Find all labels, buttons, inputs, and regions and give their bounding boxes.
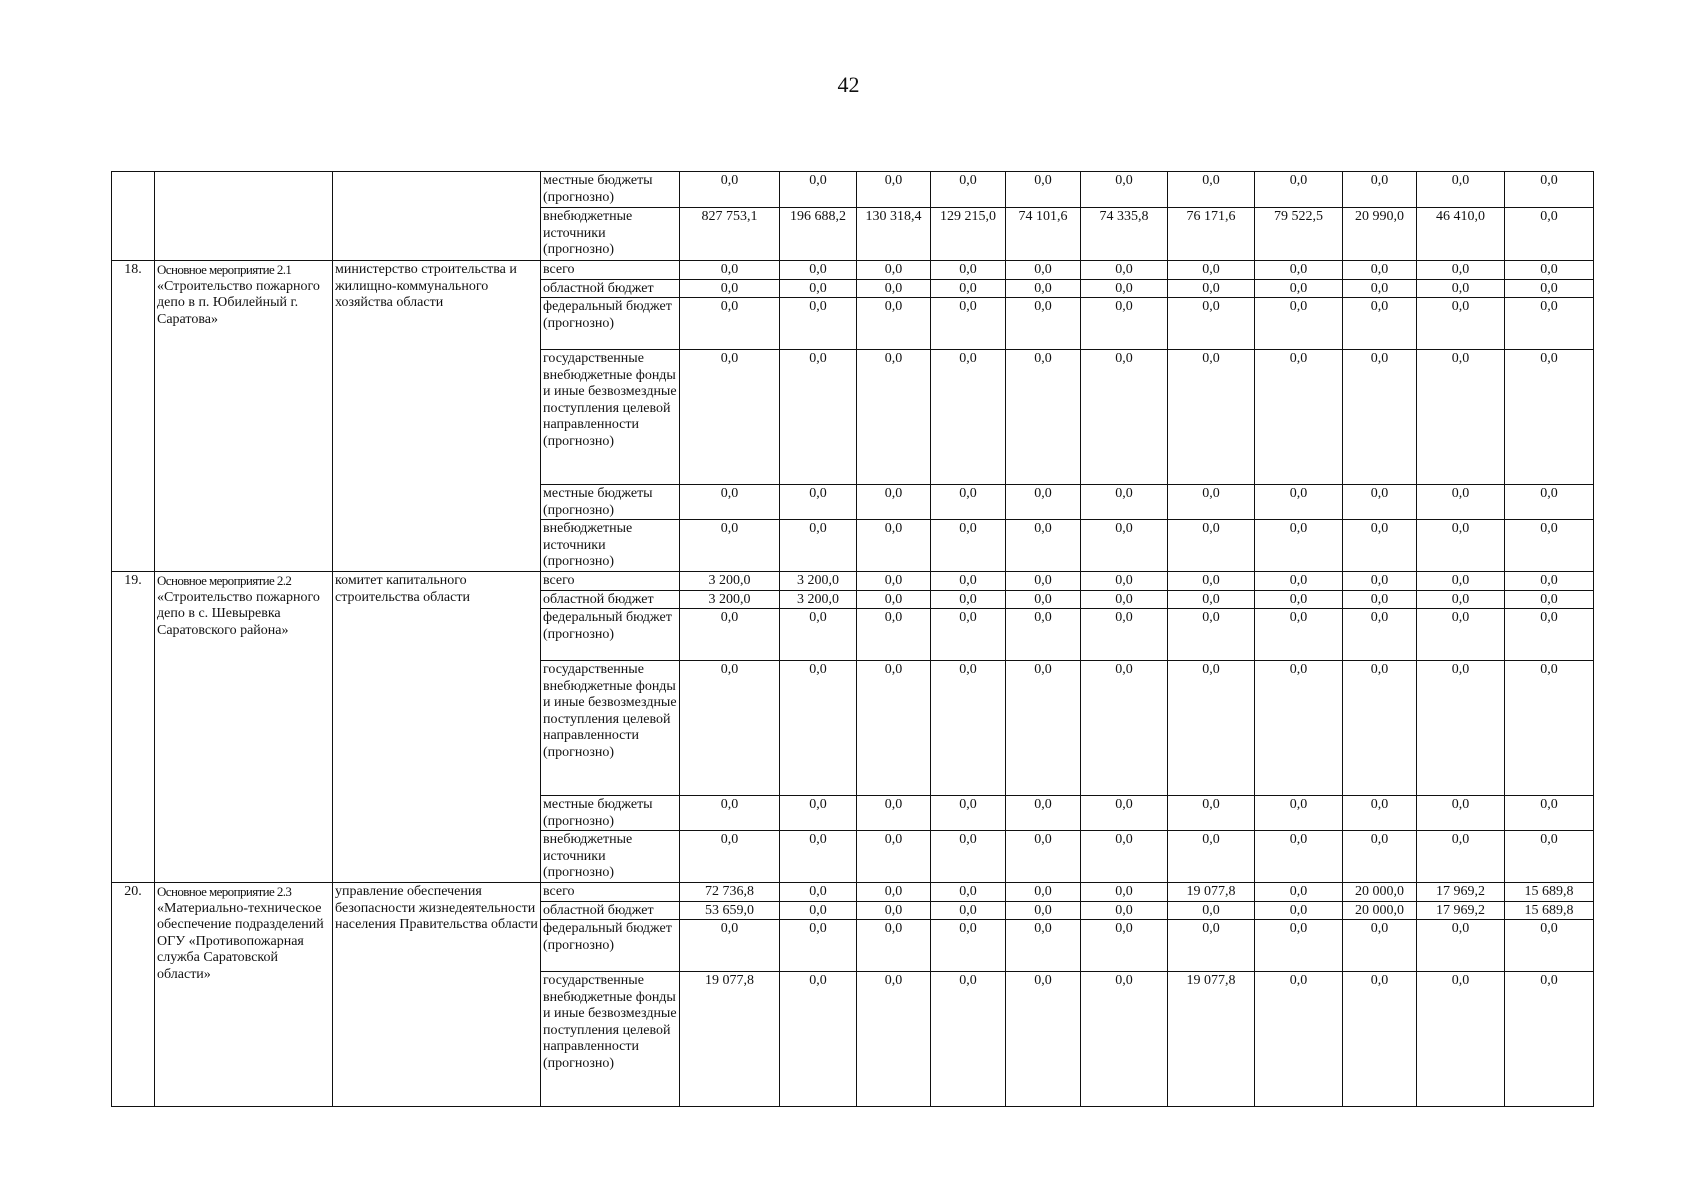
value-cell: 0,0 (1081, 172, 1168, 208)
value-cell: 0,0 (857, 572, 931, 591)
value-cell: 0,0 (857, 350, 931, 485)
value-cell: 0,0 (1505, 831, 1594, 883)
value-cell: 3 200,0 (680, 572, 780, 591)
value-cell: 0,0 (1417, 350, 1505, 485)
value-cell: 0,0 (1255, 661, 1343, 796)
value-cell: 0,0 (1006, 901, 1081, 920)
value-cell: 0,0 (1417, 609, 1505, 661)
funding-source-cell: всего (541, 572, 680, 591)
value-cell: 19 077,8 (1168, 972, 1255, 1107)
value-cell: 0,0 (857, 261, 931, 280)
value-cell: 0,0 (1168, 609, 1255, 661)
value-cell: 0,0 (1081, 661, 1168, 796)
value-cell: 0,0 (1255, 172, 1343, 208)
value-cell: 0,0 (780, 520, 857, 572)
value-cell: 827 753,1 (680, 208, 780, 261)
value-cell: 0,0 (1505, 920, 1594, 972)
funding-source-cell: государственные внебюджетные фонды и иные безвозмездные поступления целевой направленности (прогнозно) (541, 350, 680, 485)
funding-source-cell: местные бюджеты (прогнозно) (541, 485, 680, 520)
value-cell: 0,0 (1343, 572, 1417, 591)
value-cell: 0,0 (857, 279, 931, 298)
value-cell: 0,0 (680, 831, 780, 883)
activity-title-text: «Строительство пожарного депо в с. Шевыревка Саратовского района» (157, 589, 320, 638)
value-cell: 0,0 (1505, 609, 1594, 661)
value-cell: 0,0 (1343, 796, 1417, 831)
value-cell: 0,0 (1505, 279, 1594, 298)
value-cell: 0,0 (1255, 590, 1343, 609)
value-cell: 0,0 (1081, 350, 1168, 485)
value-cell: 0,0 (1255, 831, 1343, 883)
value-cell: 0,0 (1168, 796, 1255, 831)
value-cell: 0,0 (857, 920, 931, 972)
value-cell: 0,0 (1168, 901, 1255, 920)
value-cell: 0,0 (1168, 572, 1255, 591)
value-cell: 0,0 (1006, 831, 1081, 883)
value-cell: 0,0 (780, 298, 857, 350)
value-cell: 0,0 (1081, 883, 1168, 902)
value-cell: 0,0 (1255, 901, 1343, 920)
value-cell: 0,0 (680, 261, 780, 280)
value-cell: 0,0 (1343, 590, 1417, 609)
value-cell: 79 522,5 (1255, 208, 1343, 261)
value-cell: 0,0 (1168, 261, 1255, 280)
funding-source-cell: областной бюджет (541, 279, 680, 298)
value-cell: 0,0 (1505, 572, 1594, 591)
value-cell: 0,0 (931, 831, 1006, 883)
value-cell: 0,0 (931, 590, 1006, 609)
value-cell: 0,0 (1417, 972, 1505, 1107)
value-cell: 0,0 (680, 520, 780, 572)
value-cell: 129 215,0 (931, 208, 1006, 261)
value-cell: 0,0 (1081, 831, 1168, 883)
value-cell: 0,0 (1255, 485, 1343, 520)
value-cell: 0,0 (1343, 831, 1417, 883)
value-cell: 0,0 (1255, 279, 1343, 298)
value-cell: 0,0 (1081, 609, 1168, 661)
value-cell: 0,0 (1505, 350, 1594, 485)
value-cell: 3 200,0 (680, 590, 780, 609)
value-cell: 0,0 (780, 350, 857, 485)
value-cell: 0,0 (857, 172, 931, 208)
value-cell: 0,0 (1343, 485, 1417, 520)
value-cell: 0,0 (1081, 590, 1168, 609)
value-cell: 0,0 (780, 920, 857, 972)
value-cell: 0,0 (1255, 350, 1343, 485)
activity-title-first-line: Основное мероприятие 2.1 (157, 262, 292, 277)
value-cell: 0,0 (1417, 279, 1505, 298)
value-cell: 0,0 (1505, 172, 1594, 208)
activity-number: 18. (112, 261, 155, 572)
value-cell: 0,0 (1168, 661, 1255, 796)
value-cell: 0,0 (1168, 590, 1255, 609)
value-cell: 19 077,8 (680, 972, 780, 1107)
table-row (112, 883, 1594, 902)
page-number: 42 (837, 72, 860, 97)
value-cell: 0,0 (931, 661, 1006, 796)
value-cell: 0,0 (780, 972, 857, 1107)
activity-number: 19. (112, 572, 155, 883)
funding-source-cell: всего (541, 883, 680, 902)
value-cell: 0,0 (1505, 298, 1594, 350)
activity-title-first-line: Основное мероприятие 2.3 (157, 884, 292, 899)
value-cell: 0,0 (1255, 920, 1343, 972)
value-cell: 0,0 (1255, 298, 1343, 350)
value-cell: 0,0 (680, 279, 780, 298)
value-cell: 0,0 (1081, 520, 1168, 572)
value-cell: 0,0 (931, 298, 1006, 350)
value-cell: 74 101,6 (1006, 208, 1081, 261)
value-cell: 0,0 (1006, 520, 1081, 572)
value-cell: 0,0 (1081, 261, 1168, 280)
value-cell: 0,0 (780, 901, 857, 920)
value-cell: 0,0 (1417, 298, 1505, 350)
value-cell: 0,0 (780, 661, 857, 796)
value-cell: 0,0 (1006, 172, 1081, 208)
value-cell: 0,0 (1081, 572, 1168, 591)
value-cell: 0,0 (1343, 172, 1417, 208)
activity-title (155, 572, 333, 883)
value-cell: 0,0 (1343, 350, 1417, 485)
table-row (112, 261, 1594, 280)
value-cell: 0,0 (857, 661, 931, 796)
value-cell: 53 659,0 (680, 901, 780, 920)
value-cell: 0,0 (1255, 261, 1343, 280)
value-cell: 0,0 (857, 298, 931, 350)
value-cell: 0,0 (1343, 609, 1417, 661)
value-cell: 0,0 (1006, 298, 1081, 350)
value-cell: 0,0 (680, 661, 780, 796)
value-cell: 0,0 (931, 796, 1006, 831)
funding-source-cell: федеральный бюджет (прогнозно) (541, 298, 680, 350)
value-cell: 130 318,4 (857, 208, 931, 261)
value-cell: 0,0 (931, 520, 1006, 572)
activity-executor: комитет капитального строительства области (333, 572, 541, 883)
funding-source-cell: местные бюджеты (прогнозно) (541, 796, 680, 831)
value-cell: 0,0 (1006, 261, 1081, 280)
empty-executor-cell (333, 172, 541, 261)
value-cell: 0,0 (931, 172, 1006, 208)
activity-title-first-line: Основное мероприятие 2.2 (157, 573, 292, 588)
value-cell: 0,0 (780, 261, 857, 280)
value-cell: 0,0 (1006, 796, 1081, 831)
activity-executor: министерство строительства и жилищно-коммунального хозяйства области (333, 261, 541, 572)
value-cell: 20 000,0 (1343, 901, 1417, 920)
value-cell: 0,0 (857, 901, 931, 920)
funding-source-cell: федеральный бюджет (прогнозно) (541, 609, 680, 661)
activity-title-text: «Строительство пожарного депо в п. Юбилейный г. Саратова» (157, 278, 320, 327)
value-cell: 0,0 (1006, 279, 1081, 298)
activity-title-text: «Материально-техническое обеспечение подразделений ОГУ «Противопожарная служба Саратовской области» (157, 900, 324, 982)
value-cell: 0,0 (780, 279, 857, 298)
value-cell: 0,0 (680, 485, 780, 520)
value-cell: 0,0 (1081, 796, 1168, 831)
activity-number: 20. (112, 883, 155, 1107)
value-cell: 0,0 (1168, 172, 1255, 208)
value-cell: 0,0 (931, 350, 1006, 485)
funding-source-cell: государственные внебюджетные фонды и иные безвозмездные поступления целевой направленности (прогнозно) (541, 972, 680, 1107)
funding-source-cell: внебюджетные источники (прогнозно) (541, 208, 680, 261)
value-cell: 0,0 (1168, 298, 1255, 350)
funding-source-cell: федеральный бюджет (прогнозно) (541, 920, 680, 972)
activity-title (155, 883, 333, 1107)
value-cell: 0,0 (857, 831, 931, 883)
value-cell: 0,0 (1081, 972, 1168, 1107)
value-cell: 0,0 (1505, 520, 1594, 572)
value-cell: 0,0 (1255, 796, 1343, 831)
value-cell: 15 689,8 (1505, 883, 1594, 902)
value-cell: 0,0 (1505, 590, 1594, 609)
value-cell: 0,0 (1081, 298, 1168, 350)
value-cell: 0,0 (1343, 661, 1417, 796)
value-cell: 0,0 (1081, 901, 1168, 920)
value-cell: 0,0 (857, 520, 931, 572)
value-cell: 0,0 (680, 920, 780, 972)
value-cell: 0,0 (1006, 485, 1081, 520)
funding-source-cell: местные бюджеты (прогнозно) (541, 172, 680, 208)
value-cell: 0,0 (1255, 972, 1343, 1107)
value-cell: 0,0 (780, 796, 857, 831)
value-cell: 0,0 (1255, 883, 1343, 902)
empty-title-cell (155, 172, 333, 261)
funding-source-cell: областной бюджет (541, 590, 680, 609)
value-cell: 0,0 (857, 972, 931, 1107)
value-cell: 0,0 (1417, 261, 1505, 280)
value-cell: 0,0 (931, 485, 1006, 520)
value-cell: 20 990,0 (1343, 208, 1417, 261)
value-cell: 0,0 (857, 883, 931, 902)
value-cell: 0,0 (931, 972, 1006, 1107)
value-cell: 0,0 (1168, 350, 1255, 485)
value-cell: 0,0 (1417, 920, 1505, 972)
value-cell: 3 200,0 (780, 590, 857, 609)
value-cell: 0,0 (1505, 972, 1594, 1107)
value-cell: 0,0 (1006, 572, 1081, 591)
value-cell: 0,0 (857, 796, 931, 831)
value-cell: 0,0 (1505, 661, 1594, 796)
value-cell: 20 000,0 (1343, 883, 1417, 902)
value-cell: 0,0 (1417, 661, 1505, 796)
empty-number-cell (112, 172, 155, 261)
value-cell: 0,0 (931, 920, 1006, 972)
funding-source-cell: внебюджетные источники (прогнозно) (541, 520, 680, 572)
funding-source-cell: всего (541, 261, 680, 280)
value-cell: 0,0 (1505, 208, 1594, 261)
activity-title (155, 261, 333, 572)
value-cell: 0,0 (780, 172, 857, 208)
value-cell: 0,0 (1417, 485, 1505, 520)
value-cell: 0,0 (1168, 831, 1255, 883)
value-cell: 0,0 (1343, 261, 1417, 280)
value-cell: 0,0 (931, 609, 1006, 661)
value-cell: 0,0 (680, 609, 780, 661)
funding-source-cell: областной бюджет (541, 901, 680, 920)
value-cell: 0,0 (1417, 520, 1505, 572)
value-cell: 196 688,2 (780, 208, 857, 261)
value-cell: 0,0 (1343, 279, 1417, 298)
value-cell: 0,0 (931, 901, 1006, 920)
value-cell: 0,0 (1081, 279, 1168, 298)
value-cell: 3 200,0 (780, 572, 857, 591)
value-cell: 0,0 (1417, 590, 1505, 609)
value-cell: 0,0 (1006, 350, 1081, 485)
value-cell: 0,0 (1006, 590, 1081, 609)
value-cell: 0,0 (1255, 520, 1343, 572)
value-cell: 0,0 (1505, 485, 1594, 520)
value-cell: 0,0 (931, 883, 1006, 902)
value-cell: 0,0 (931, 279, 1006, 298)
value-cell: 0,0 (1168, 520, 1255, 572)
funding-source-cell: внебюджетные источники (прогнозно) (541, 831, 680, 883)
value-cell: 0,0 (1505, 261, 1594, 280)
value-cell: 0,0 (1343, 972, 1417, 1107)
value-cell: 17 969,2 (1417, 901, 1505, 920)
value-cell: 17 969,2 (1417, 883, 1505, 902)
value-cell: 0,0 (1417, 796, 1505, 831)
value-cell: 0,0 (780, 485, 857, 520)
value-cell: 0,0 (1255, 572, 1343, 591)
value-cell: 0,0 (780, 831, 857, 883)
value-cell: 0,0 (680, 172, 780, 208)
value-cell: 0,0 (931, 261, 1006, 280)
value-cell: 19 077,8 (1168, 883, 1255, 902)
value-cell: 0,0 (680, 796, 780, 831)
table-row (112, 172, 1594, 208)
value-cell: 0,0 (1006, 972, 1081, 1107)
value-cell: 0,0 (1255, 609, 1343, 661)
value-cell: 0,0 (857, 609, 931, 661)
value-cell: 46 410,0 (1417, 208, 1505, 261)
value-cell: 0,0 (680, 298, 780, 350)
budget-table (111, 171, 1594, 1107)
value-cell: 0,0 (1343, 520, 1417, 572)
value-cell: 0,0 (1168, 485, 1255, 520)
value-cell: 0,0 (1417, 572, 1505, 591)
value-cell: 0,0 (1006, 883, 1081, 902)
value-cell: 74 335,8 (1081, 208, 1168, 261)
activity-executor: управление обеспечения безопасности жизнедеятельности населения Правительства области (333, 883, 541, 1107)
value-cell: 76 171,6 (1168, 208, 1255, 261)
table-row (112, 572, 1594, 591)
value-cell: 0,0 (1168, 920, 1255, 972)
value-cell: 0,0 (680, 350, 780, 485)
value-cell: 0,0 (1417, 831, 1505, 883)
value-cell: 0,0 (1343, 920, 1417, 972)
value-cell: 15 689,8 (1505, 901, 1594, 920)
value-cell: 0,0 (1505, 796, 1594, 831)
value-cell: 0,0 (1006, 920, 1081, 972)
value-cell: 0,0 (857, 590, 931, 609)
value-cell: 72 736,8 (680, 883, 780, 902)
value-cell: 0,0 (1006, 609, 1081, 661)
value-cell: 0,0 (931, 572, 1006, 591)
value-cell: 0,0 (1168, 279, 1255, 298)
value-cell: 0,0 (780, 883, 857, 902)
value-cell: 0,0 (1081, 485, 1168, 520)
funding-source-cell: государственные внебюджетные фонды и иные безвозмездные поступления целевой направленности (прогнозно) (541, 661, 680, 796)
value-cell: 0,0 (780, 609, 857, 661)
value-cell: 0,0 (1006, 661, 1081, 796)
value-cell: 0,0 (1343, 298, 1417, 350)
value-cell: 0,0 (1081, 920, 1168, 972)
value-cell: 0,0 (1417, 172, 1505, 208)
value-cell: 0,0 (857, 485, 931, 520)
